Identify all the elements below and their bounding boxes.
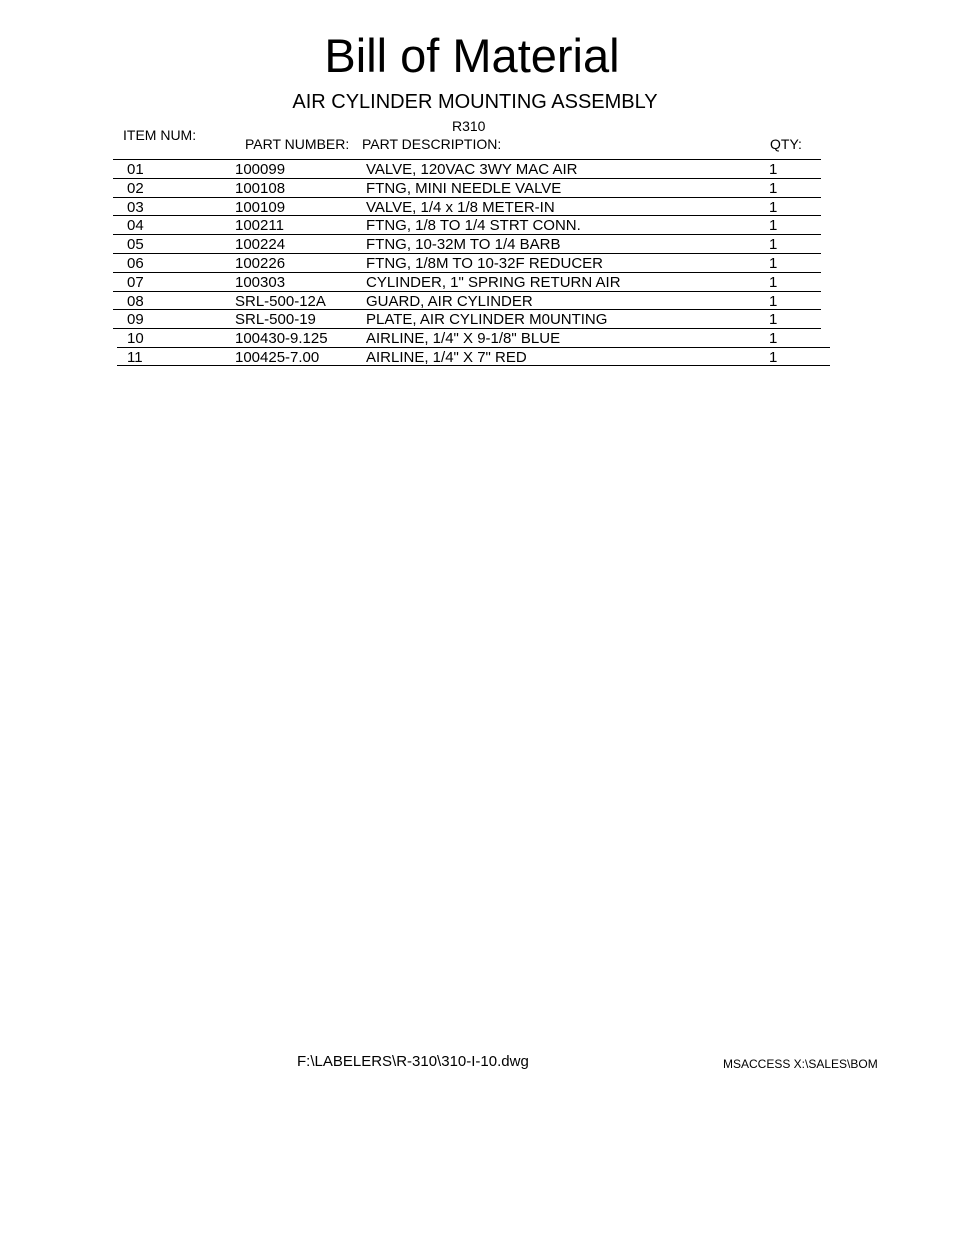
item-num-cell: 01 [127,161,144,178]
item-num-cell: 06 [127,254,144,272]
header-part-number: PART NUMBER: [245,136,350,152]
part-description-cell: VALVE, 120VAC 3WY MAC AIR [366,161,578,178]
qty-cell: 1 [769,348,778,366]
item-num-cell: 03 [127,198,144,216]
table-row [113,253,821,272]
part-number-cell: 100224 [235,236,286,254]
part-description-cell: FTNG, MINI NEEDLE VALVE [366,179,562,197]
part-description-cell: AIRLINE, 1/4" X 7" RED [366,348,527,366]
item-num-cell: 09 [127,311,144,329]
part-number-cell: 100109 [235,198,286,216]
table-row [113,234,821,253]
qty-cell: 1 [769,273,778,291]
table-row [113,328,821,347]
table-row [113,178,821,197]
table-row [113,291,821,310]
bom-table [113,159,821,366]
part-number-cell: SRL-500-19 [235,311,316,329]
part-description-cell: FTNG, 1/8 TO 1/4 STRT CONN. [366,217,581,235]
page-title: Bill of Material [324,29,620,82]
header-item-num: ITEM NUM: [123,127,197,143]
part-description-cell: VALVE, 1/4 x 1/8 METER-IN [366,198,555,216]
part-number-cell: 100425-7.00 [235,348,320,366]
part-number-cell: 100099 [235,161,286,178]
part-number-cell: 100226 [235,254,286,272]
part-description-cell: FTNG, 1/8M TO 10-32F REDUCER [366,254,603,272]
qty-cell: 1 [769,330,778,348]
table-row [113,309,821,328]
item-num-cell: 05 [127,236,144,254]
item-num-cell: 11 [127,348,143,366]
part-number-cell: SRL-500-12A [235,292,326,310]
table-row [113,215,821,234]
qty-cell: 1 [769,254,778,272]
part-number-cell: 100430-9.125 [235,330,328,348]
table-row [113,159,821,178]
part-description-cell: PLATE, AIR CYLINDER M0UNTING [366,311,608,329]
part-description-cell: CYLINDER, 1" SPRING RETURN AIR [366,273,621,291]
part-number-cell: 100108 [235,179,286,197]
item-num-cell: 07 [127,273,144,291]
qty-cell: 1 [769,236,778,254]
header-part-description: PART DESCRIPTION: [362,136,502,152]
item-num-cell: 10 [127,330,144,348]
item-num-cell: 08 [127,292,144,310]
part-description-cell: GUARD, AIR CYLINDER [366,292,533,310]
table-row [113,272,821,291]
qty-cell: 1 [769,198,778,216]
table-row [117,347,830,366]
part-description-cell: FTNG, 10-32M TO 1/4 BARB [366,236,561,254]
qty-cell: 1 [769,179,778,197]
item-num-cell: 02 [127,179,144,197]
header-qty: QTY: [770,136,802,152]
part-description-cell: AIRLINE, 1/4" X 9-1/8" BLUE [366,330,561,348]
part-number-cell: 100303 [235,273,286,291]
table-row [113,197,821,216]
item-num-cell: 04 [127,217,144,235]
qty-cell: 1 [769,311,778,329]
qty-cell: 1 [769,161,778,178]
report-source: MSACCESS X:\SALES\BOM [723,1057,878,1071]
model-number: R310 [452,118,486,134]
part-number-cell: 100211 [235,217,284,235]
drawing-file-path: F:\LABELERS\R-310\310-I-10.dwg [297,1053,529,1070]
assembly-name: AIR CYLINDER MOUNTING ASSEMBLY [292,91,658,113]
qty-cell: 1 [769,292,778,310]
qty-cell: 1 [769,217,778,235]
